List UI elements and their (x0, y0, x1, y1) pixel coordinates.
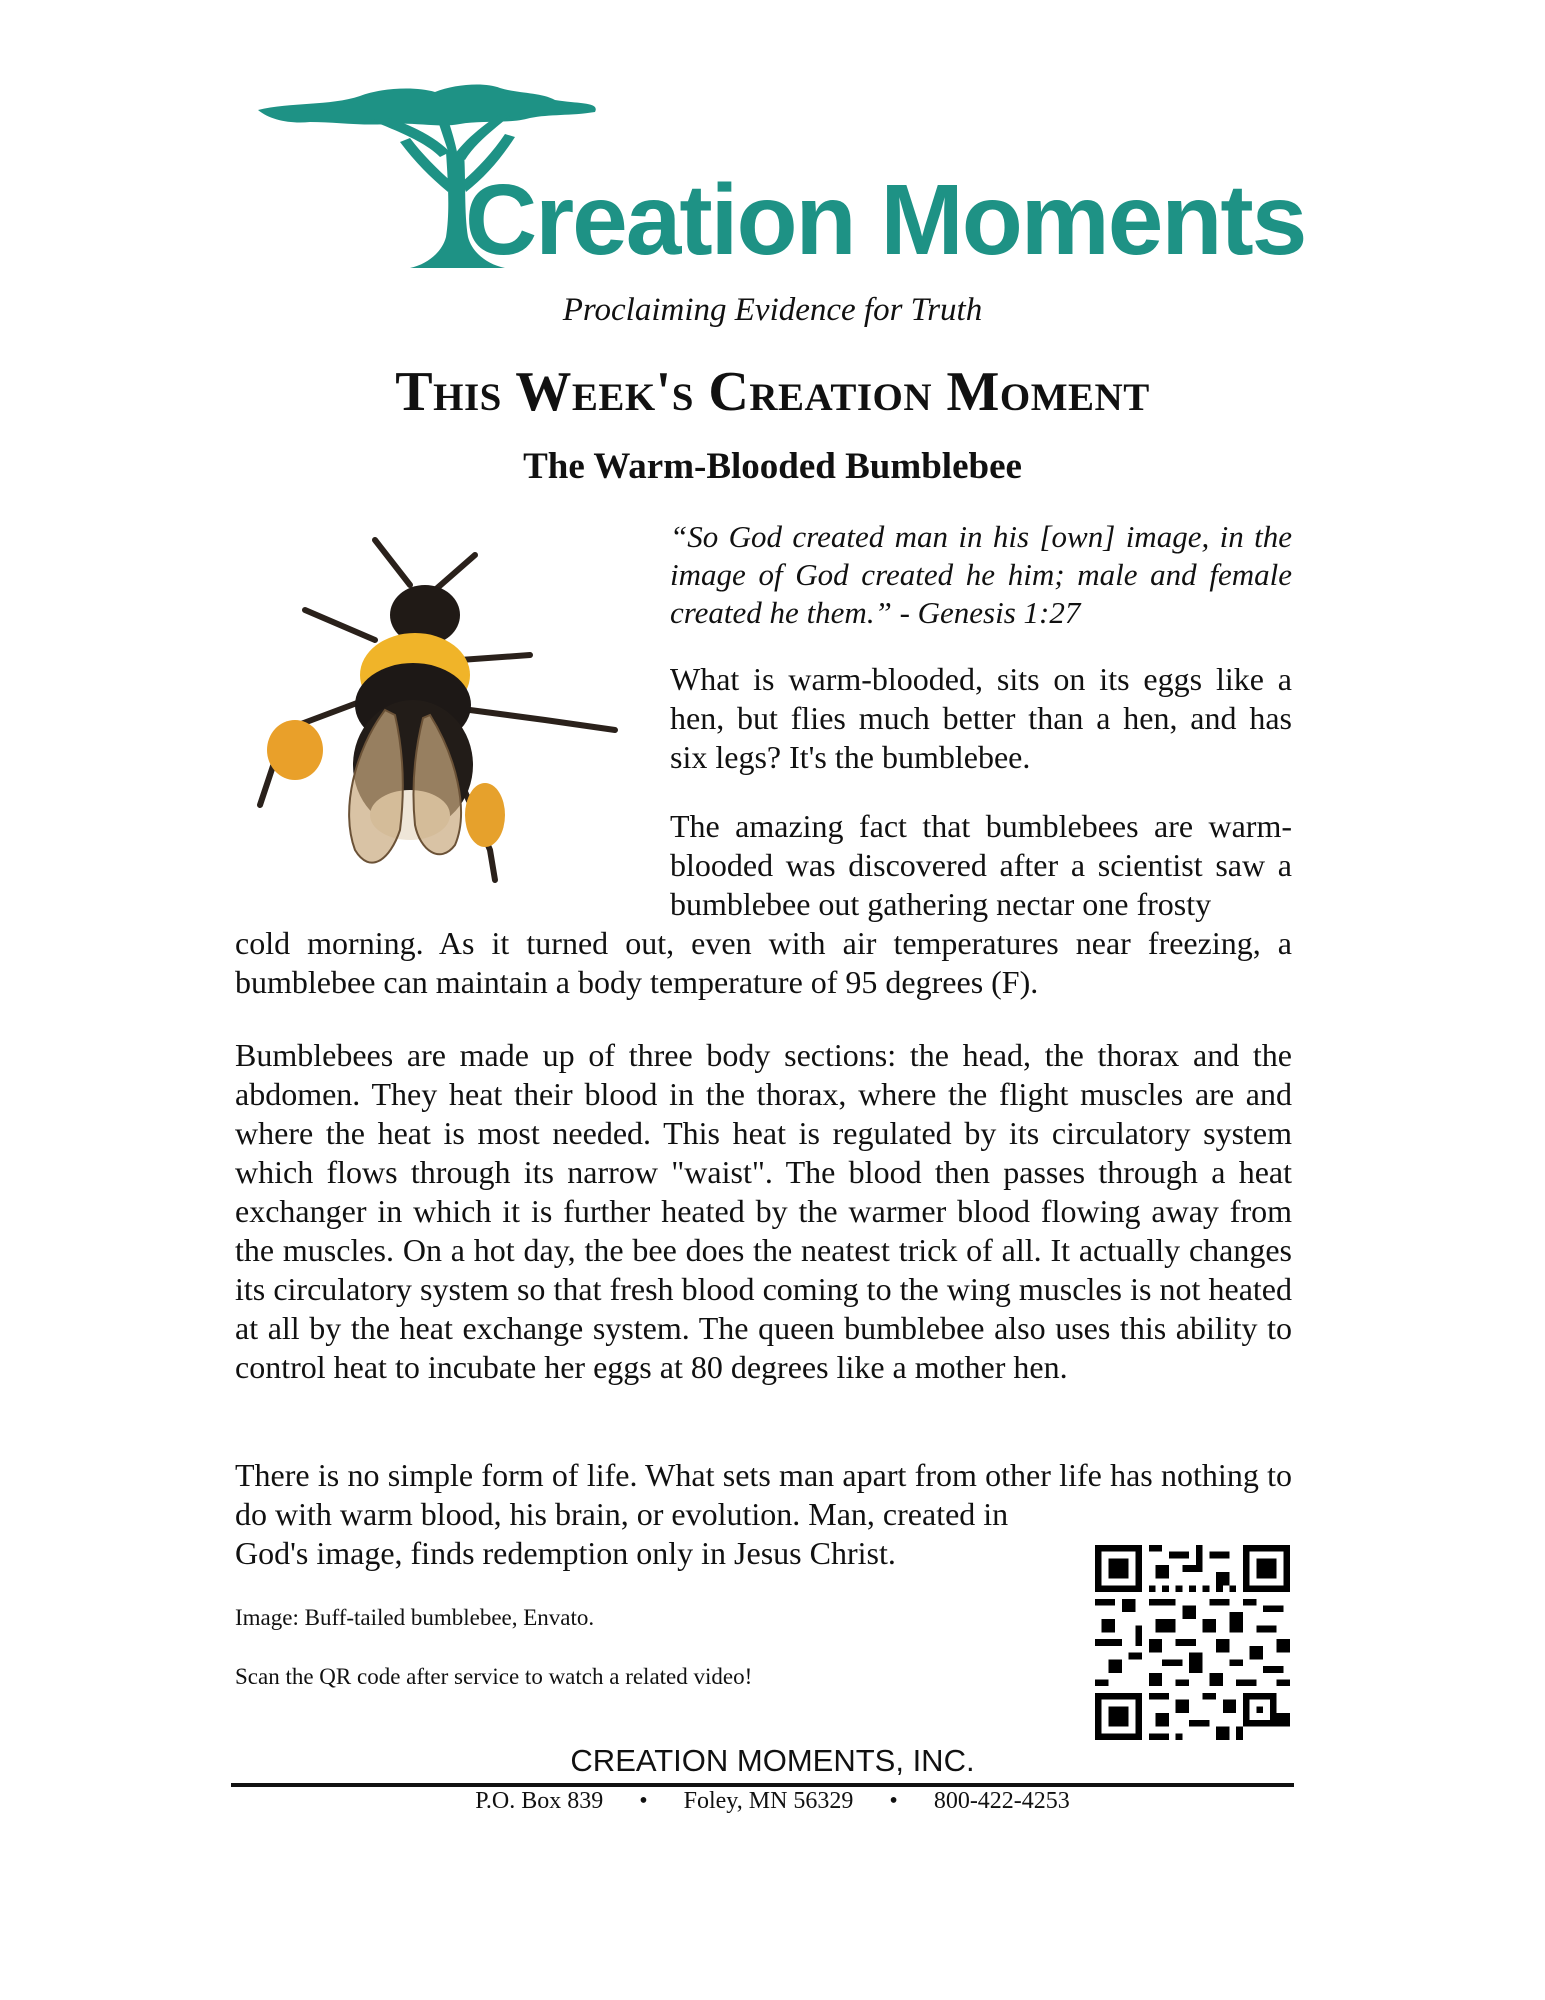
paragraph-4-part-2: God's image, finds redemption only in Jesus Christ. (235, 1535, 896, 1571)
company-name: CREATION MOMENTS, INC. (570, 1743, 975, 1778)
article-title: The Warm-Blooded Bumblebee (523, 446, 1022, 487)
bumblebee-image (245, 530, 625, 900)
paragraph-4-part-1: There is no simple form of life. What sets man apart from other life has nothing to do with warm blood, his brain, or evolution. Man, created in (235, 1457, 1292, 1532)
page-title: This Week's Creation Moment (395, 361, 1150, 423)
footer-separator: • (889, 1788, 898, 1814)
image-credit: Image: Buff-tailed bumblebee, Envato. (235, 1605, 595, 1630)
paragraph-3: Bumblebees are made up of three body sections: the head, the thorax and the abdomen. They heat their blood in the thorax, where the flight muscles are and where the heat is most needed. This heat is regulated by its circulatory system which flows through its narrow "waist". The blood then passes through a heat exchanger in which it is further heated by the warmer blood flowing away from the muscles. On a hot day, the bee does the neatest trick of all. It actually changes its circulatory system so that fresh blood coming to the wing muscles is not heated at all by the heat exchange system. The queen bumblebee also uses this ability to control heat to incubate her eggs at 80 degrees like a mother hen. (235, 1037, 1292, 1385)
paragraph-2-part-1: The amazing fact that bumblebees are warm-blooded was discovered after a scientist saw a bumblebee out gathering nectar one frosty (670, 808, 1292, 922)
paragraph-2-part-2: cold morning. As it turned out, even with air temperatures near freezing, a bumblebee can maintain a body temperature of 95 degrees (F). (235, 925, 1292, 1000)
footer-divider (231, 1783, 1294, 1787)
footer-city: Foley, MN 56329 (683, 1788, 854, 1814)
qr-note: Scan the QR code after service to watch a related video! (235, 1664, 753, 1689)
bible-verse: “So God created man in his [own] image, in the image of God created he him; male and female created he them.” - Genesis 1:27 (670, 519, 1292, 630)
footer-address: P.O. Box 839 (475, 1788, 604, 1814)
qr-code[interactable] (1095, 1545, 1290, 1740)
tagline: Proclaiming Evidence for Truth (562, 292, 983, 328)
footer-contact (0, 1788, 1545, 1815)
paragraph-1: What is warm-blooded, sits on its eggs like a hen, but flies much better than a hen, and has six legs? It's the bumblebee. (670, 661, 1292, 775)
footer-separator: • (639, 1788, 648, 1814)
footer-phone: 800-422-4253 (933, 1788, 1070, 1814)
brand-name: Creation Moments (465, 164, 1306, 276)
